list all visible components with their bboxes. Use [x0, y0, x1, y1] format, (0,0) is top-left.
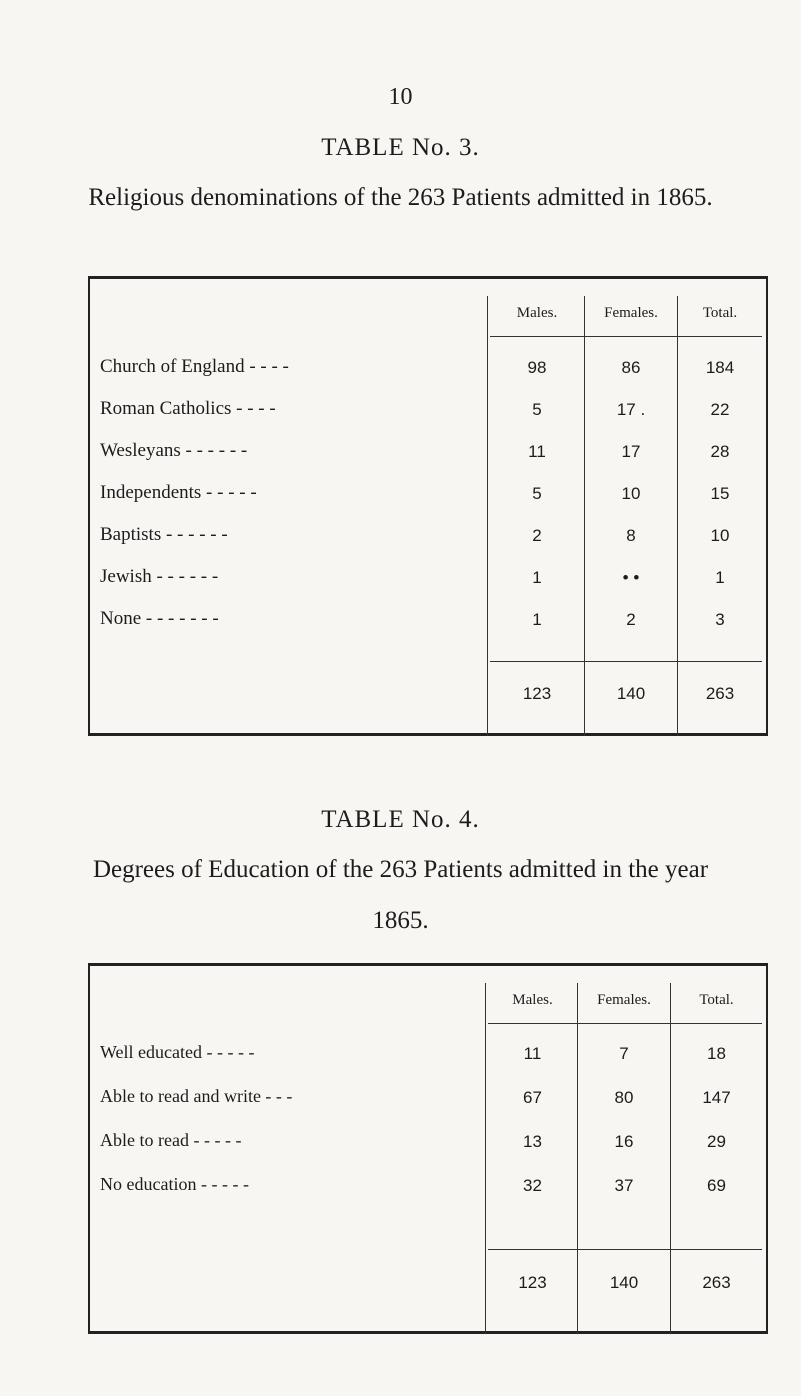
- row-label: Roman Catholics - - - -: [100, 398, 276, 419]
- cell-males: 5: [532, 484, 542, 503]
- total-males: 123: [522, 684, 552, 703]
- cell-males: 2: [532, 526, 542, 545]
- table4-header-total: Total.: [699, 992, 734, 1008]
- cell-females: 86: [621, 358, 641, 377]
- total-grand: 263: [702, 1273, 731, 1292]
- cell-females: 10: [621, 484, 641, 503]
- cell-females: • •: [622, 568, 640, 587]
- cell-males: 5: [532, 400, 542, 419]
- cell-total: 10: [710, 526, 730, 545]
- cell-males: 11: [528, 442, 546, 461]
- table4-header-males: Males.: [512, 992, 553, 1008]
- cell-females: 17: [621, 442, 641, 461]
- cell-females: 16: [614, 1132, 634, 1151]
- table3-title: TABLE No. 3.: [321, 134, 480, 161]
- cell-males: 13: [523, 1132, 542, 1151]
- cell-total: 1: [715, 568, 725, 587]
- row-label: Able to read - - - - -: [100, 1130, 242, 1150]
- cell-total: 147: [702, 1088, 731, 1107]
- page-number: 10: [388, 84, 413, 110]
- row-label: Baptists - - - - - -: [100, 524, 228, 545]
- cell-total: 18: [707, 1044, 726, 1063]
- row-label: Wesleyans - - - - - -: [100, 440, 248, 461]
- table4-subtitle-year: 1865.: [372, 907, 429, 934]
- cell-males: 1: [532, 568, 542, 587]
- total-males: 123: [518, 1273, 547, 1292]
- table3-frame: [88, 276, 768, 736]
- table4-subtitle: Degrees of Education of the 263 Patients admitted in the year: [92, 856, 709, 883]
- cell-total: 15: [710, 484, 730, 503]
- table3-subtitle: Religious denominations of the 263 Patients admitted in 1865.: [88, 184, 713, 211]
- cell-males: 98: [527, 358, 547, 377]
- cell-females: 2: [626, 610, 636, 629]
- cell-total: 28: [710, 442, 730, 461]
- row-label: None - - - - - - -: [100, 608, 219, 629]
- cell-females: 7: [619, 1044, 629, 1063]
- row-label: Jewish - - - - - -: [100, 566, 219, 587]
- cell-total: 3: [715, 610, 725, 629]
- row-label: Able to read and write - - -: [100, 1086, 293, 1106]
- row-label: Church of England - - - -: [100, 356, 289, 377]
- cell-females: 37: [614, 1176, 634, 1195]
- cell-males: 11: [523, 1044, 542, 1063]
- cell-females: 17 .: [616, 400, 646, 419]
- total-females: 140: [609, 1273, 639, 1292]
- cell-males: 1: [532, 610, 542, 629]
- table3-header-females: Females.: [604, 305, 658, 321]
- table3-header-total: Total.: [702, 305, 738, 321]
- table4-title: TABLE No. 4.: [321, 806, 480, 833]
- row-label: No education - - - - -: [100, 1174, 249, 1194]
- cell-total: 29: [707, 1132, 726, 1151]
- cell-total: 184: [705, 358, 735, 377]
- cell-males: 32: [523, 1176, 542, 1195]
- cell-males: 67: [523, 1088, 542, 1107]
- table4-header-females: Females.: [597, 992, 651, 1008]
- row-label: Well educated - - - - -: [100, 1042, 255, 1062]
- total-females: 140: [616, 684, 646, 703]
- cell-total: 22: [710, 400, 730, 419]
- cell-total: 69: [707, 1176, 726, 1195]
- cell-females: 80: [614, 1088, 634, 1107]
- row-label: Independents - - - - -: [100, 482, 257, 503]
- cell-females: 8: [626, 526, 636, 545]
- total-grand: 263: [705, 684, 735, 703]
- table3-header-males: Males.: [516, 305, 558, 321]
